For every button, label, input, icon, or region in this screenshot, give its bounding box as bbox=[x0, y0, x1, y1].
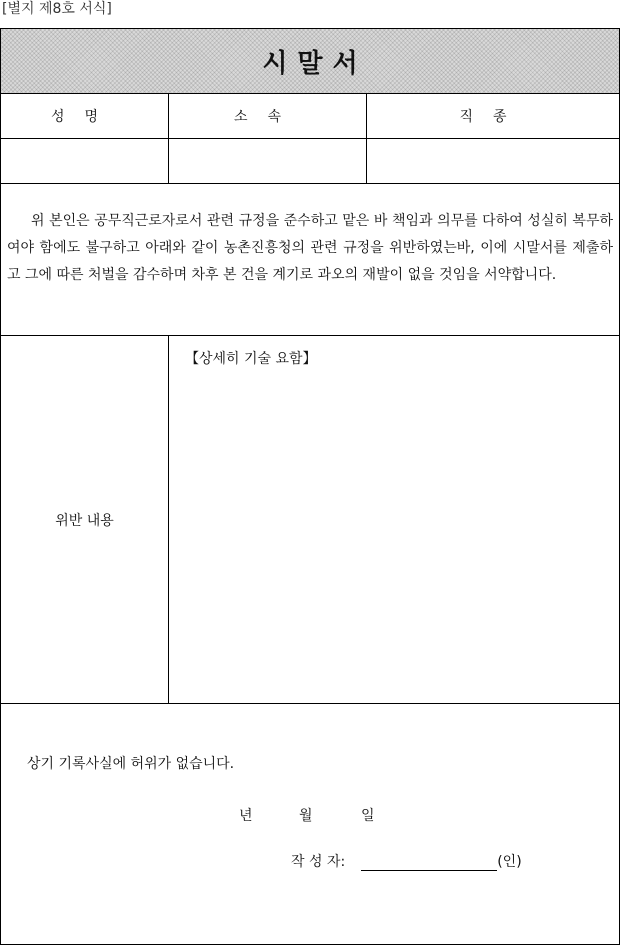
date-line[interactable] bbox=[239, 805, 375, 825]
seal-mark: (인) bbox=[497, 854, 522, 870]
pledge-statement: 위 본인은 공무직근로자로서 관련 규정을 준수하고 맡은 바 책임과 의무를 다하여 성실히 복무하여야 함에도 불구하고 아래와 같이 농촌진흥청의 관련 규정을 위반하였는바, 이에 시말서를 제출하고 그에 따른 처벌을 감수하며 차후 본 건을 계기로 과오의 재발이 없을 것임을 서약합니다. bbox=[1, 184, 619, 336]
affiliation-field[interactable] bbox=[169, 139, 367, 184]
title-bar bbox=[1, 29, 619, 94]
form-number-label: [별지 제8호 서식] bbox=[2, 1, 112, 17]
form-title: 시말서 bbox=[262, 48, 368, 79]
signer-line bbox=[291, 851, 522, 871]
violation-content-field[interactable] bbox=[169, 336, 619, 704]
header-affiliation: 소속 bbox=[169, 94, 367, 139]
violation-label-text: 위반 내용 bbox=[55, 512, 114, 529]
header-name: 성명 bbox=[1, 94, 169, 139]
header-job-type: 직종 bbox=[367, 94, 619, 139]
name-field[interactable] bbox=[1, 139, 169, 184]
date-year-label: 년 bbox=[239, 808, 253, 824]
violation-label bbox=[1, 336, 169, 704]
confirmation-statement: 상기 기록사실에 허위가 없습니다. bbox=[27, 756, 235, 772]
signature-field[interactable] bbox=[361, 854, 497, 871]
date-day-label: 일 bbox=[361, 808, 375, 824]
job-type-field[interactable] bbox=[367, 139, 619, 184]
signer-label: 작 성 자: bbox=[291, 854, 346, 870]
date-month-label: 월 bbox=[299, 808, 313, 824]
written-apology-form bbox=[0, 28, 620, 945]
violation-hint: 【상세히 기술 요함】 bbox=[185, 351, 317, 367]
